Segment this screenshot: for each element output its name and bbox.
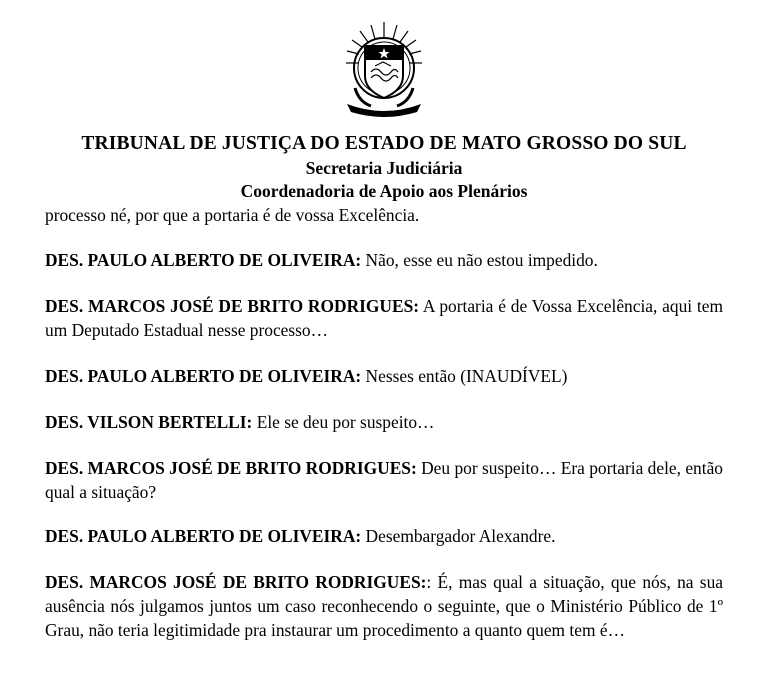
paragraph-text: Desembargador Alexandre. xyxy=(361,526,556,546)
paragraph-text: processo né, por que a portaria é de vossa Excelência. xyxy=(45,205,420,225)
transcript-paragraph xyxy=(45,364,723,388)
speaker-name: DES. PAULO ALBERTO DE OLIVEIRA: xyxy=(45,250,362,270)
transcript-paragraph xyxy=(45,570,723,642)
speaker-name: DES. MARCOS JOSÉ DE BRITO RODRIGUES: xyxy=(45,458,417,478)
court-name-heading: TRIBUNAL DE JUSTIÇA DO ESTADO DE MATO GROSSO DO SUL xyxy=(81,133,687,154)
paragraph-text: Não, esse eu não estou impedido. xyxy=(361,250,598,270)
transcript-paragraph xyxy=(45,248,723,272)
transcript-paragraph xyxy=(45,410,723,434)
transcript-paragraph xyxy=(45,524,723,548)
speaker-name: DES. MARCOS JOSÉ DE BRITO RODRIGUES: xyxy=(45,296,420,316)
transcript-paragraph xyxy=(45,456,723,504)
speaker-name: DES. MARCOS JOSÉ DE BRITO RODRIGUES: xyxy=(45,572,427,592)
paragraph-text: Deu por suspeito… Era portaria dele, então qual a situação? xyxy=(45,458,723,502)
transcript-paragraph xyxy=(45,203,723,227)
paragraph-text: Nesses então (INAUDÍVEL) xyxy=(361,366,568,386)
paragraph-text: Ele se deu por suspeito… xyxy=(252,412,435,432)
subdepartment-heading: Coordenadoria de Apoio aos Plenários xyxy=(240,181,528,201)
department-heading: Secretaria Judiciária xyxy=(305,158,463,178)
speaker-name: DES. PAULO ALBERTO DE OLIVEIRA: xyxy=(45,366,362,386)
speaker-name: DES. VILSON BERTELLI: xyxy=(45,412,253,432)
paragraph-text: A portaria é de Vossa Excelência, aqui tem um Deputado Estadual nesse processo… xyxy=(45,296,724,340)
transcript-paragraph xyxy=(45,294,723,342)
coat-of-arms-emblem xyxy=(341,18,427,118)
paragraph-text: : É, mas qual a situação, que nós, na sua ausência nós julgamos juntos um caso reconhecendo o seguinte, que o Ministério Público de 1º Grau, não teria legitimidade pra instaurar um procedimento a quanto quem tem é… xyxy=(45,572,723,640)
speaker-name: DES. PAULO ALBERTO DE OLIVEIRA: xyxy=(45,526,362,546)
